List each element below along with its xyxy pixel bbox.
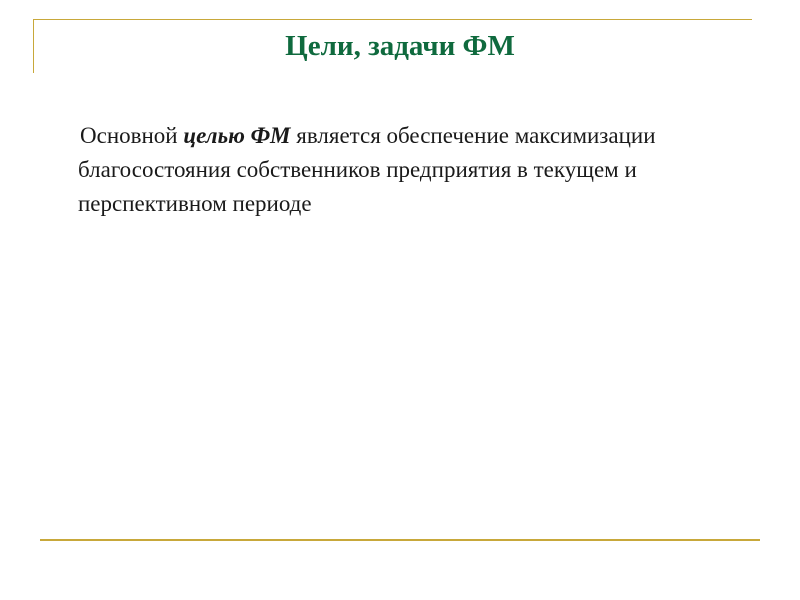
paragraph-rest: является обеспечение максимизации благосостояния собственников предприятия в текущем и перспективном периоде — [78, 123, 656, 216]
paragraph-lead: Основной — [80, 123, 184, 148]
bottom-rule — [40, 539, 760, 541]
slide-title: Цели, задачи ФМ — [285, 30, 515, 62]
paragraph-emphasis: целью ФМ — [183, 123, 291, 148]
top-rule — [33, 19, 752, 20]
body-paragraph — [78, 119, 768, 221]
